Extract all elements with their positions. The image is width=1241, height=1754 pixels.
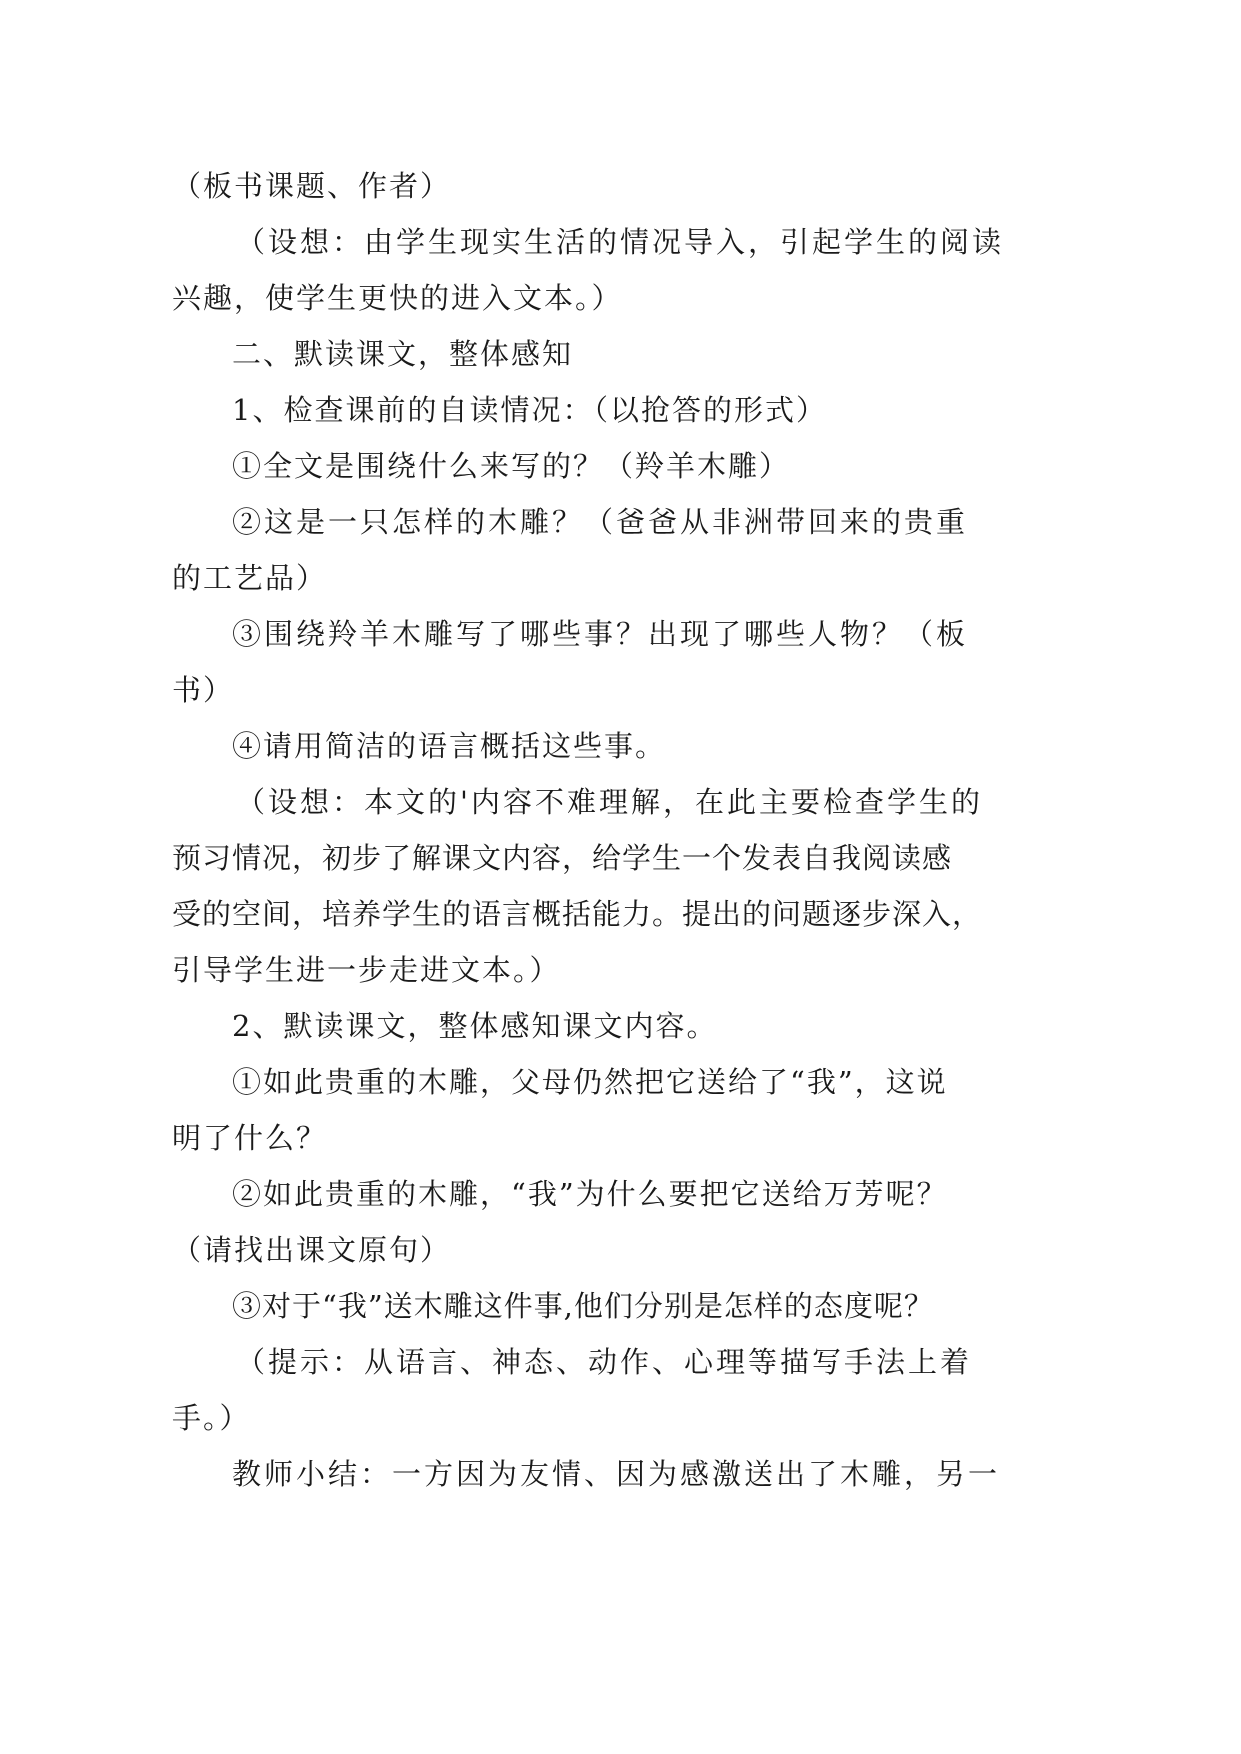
text-line: ②如此贵重的木雕，“我”为什么要把它送给万芳呢？ <box>232 1177 948 1211</box>
text-line: 1、检查课前的自读情况：（以抢答的形式） <box>232 393 827 427</box>
text-line: 引导学生进一步走进文本。） <box>172 953 561 987</box>
text-line: ②这是一只怎样的木雕？（爸爸从非洲带回来的贵重 <box>232 505 969 539</box>
text-line: ①全文是围绕什么来写的？（羚羊木雕） <box>232 449 791 483</box>
text-line: ④请用简洁的语言概括这些事。 <box>232 729 667 763</box>
text-line: 受的空间，培养学生的语言概括能力。提出的问题逐步深入， <box>172 897 983 931</box>
text-line: （设想：本文的'内容不难理解，在此主要检查学生的 <box>236 785 983 819</box>
text-line: 手。） <box>172 1401 251 1435</box>
text-line: ①如此贵重的木雕，父母仍然把它送给了“我”，这说 <box>232 1065 948 1099</box>
text-line: 2、默读课文，整体感知课文内容。 <box>232 1009 718 1043</box>
text-line: 二、默读课文，整体感知 <box>232 337 574 371</box>
text-line: （提示：从语言、神态、动作、心理等描写手法上着 <box>236 1345 973 1379</box>
text-line: 明了什么？ <box>172 1121 328 1155</box>
text-line: （请找出课文原句） <box>172 1233 452 1267</box>
text-line: 教师小结：一方因为友情、因为感激送出了木雕，另一 <box>232 1457 1001 1491</box>
text-line: 书） <box>172 673 235 707</box>
text-line: ③对于“我”送木雕这件事,他们分别是怎样的态度呢？ <box>232 1289 934 1323</box>
text-line: 预习情况，初步了解课文内容，给学生一个发表自我阅读感 <box>172 841 953 875</box>
text-line: ③围绕羚羊木雕写了哪些事？出现了哪些人物？（板 <box>232 617 969 651</box>
text-line: 的工艺品） <box>172 561 328 595</box>
text-line: 兴趣，使学生更快的进入文本。） <box>172 281 623 315</box>
text-line: （板书课题、作者） <box>172 169 452 203</box>
text-line: （设想：由学生现实生活的情况导入，引起学生的阅读 <box>236 225 1005 259</box>
